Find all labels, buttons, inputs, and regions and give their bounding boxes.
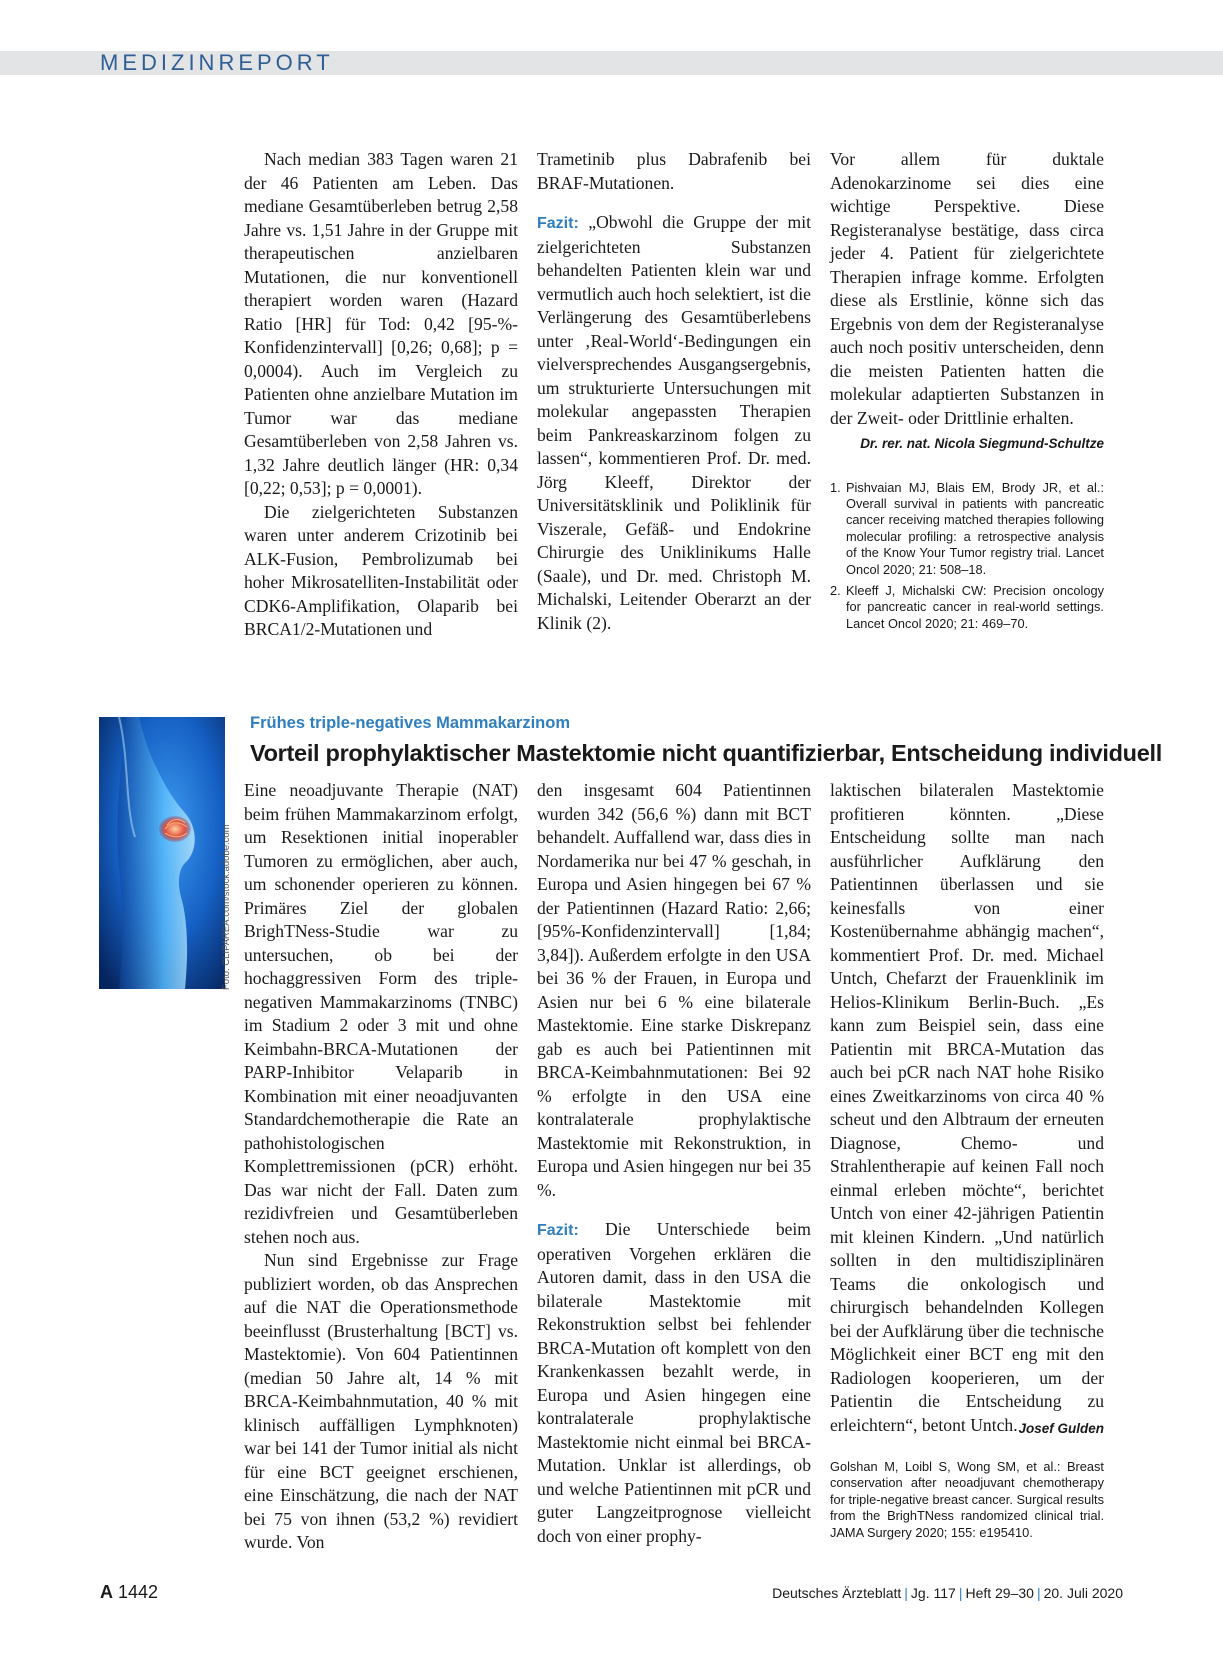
article-headline: Vorteil prophylaktischer Mastektomie nicht quantifizierbar, Entscheidung individuell: [250, 740, 1162, 766]
paragraph-text: laktischen bilateralen Mastektomie profitieren könnten. „Diese Entscheidung sollte man nach ausführlicher Aufklärung den Patientinnen überlassen und sie keinesfalls von einer Kostenübernahme abhängig machen“, kommentiert Prof. Dr. med. Michael Untch, Chefarzt der Frauenklinik im Helios-Klinikum Berlin-Buch. „Es kann zum Beispiel sein, dass eine Patientin mit BRCA-Mutation das auch bei pCR nach NAT hohe Risiko eines Zweitkarzinoms von circa 40 % scheut und den Albtraum der erneuten Diagnose, Chemo- und Strahlentherapie auf keinen Fall noch einmal erleben möchte“, berichtet Untch von einer 42-jährigen Patientin mit kleinen Kindern. „Und natürlich sollten in den multidisziplinären Teams die onkologisch und chirurgisch behandelnden Kollegen bei der Aufklärung über die technische Möglichkeit einer BCT eng mit den Radiologen kooperieren, um der Patientin die Entscheidung zu erleichtern“, betont Untch.: [830, 780, 1104, 1435]
paragraph: Trametinib plus Dabrafenib bei BRAF-Mutationen.: [537, 149, 811, 193]
author-byline: Dr. rer. nat. Nicola Siegmund-Schultze: [860, 436, 1104, 451]
reference-text: Kleeff J, Michalski CW: Precision oncology for pancreatic cancer in real-world settings. Lancet Oncol 2020; 21: 469–70.: [846, 582, 1104, 631]
reference-item: [830, 480, 1104, 578]
article-photo: [99, 717, 225, 989]
paragraph: Die zielgerichteten Substanzen waren unter anderem Crizotinib bei ALK-Fusion, Pembrolizumab bei hoher Mikrosatelliten-Instabilität oder CDK6-Amplifikation, Olaparib bei BRCA1/2-Mutationen und: [244, 501, 518, 639]
article2-column-1: [244, 779, 518, 1555]
fazit-text: „Obwohl die Gruppe der mit zielgerichteten Substanzen behandelten Patienten klein war und vermutlich auch hoch selektiert, ist die Verlängerung des Gesamtüberlebens unter ‚Real-World‘-Bedingungen ein vielversprechendes Ausgangsergebnis, um strukturierte Untersuchungen mit molekular angepassten Therapien beim Pankreaskarzinom folgen zu lassen“, kommentieren Prof. Dr. med. Jörg Kleeff, Direktor der Universitätsklinik und Poliklinik für Viszerale, Gefäß- und Endokrine Chirurgie des Uniklinikums Halle (Saale), und Dr. med. Christoph M. Michalski, Leitender Oberarzt an der Klinik (2).: [537, 212, 811, 633]
separator: |: [904, 1585, 908, 1601]
reference-text: Pishvaian MJ, Blais EM, Brody JR, et al.: Overall survival in patients with pancreatic cancer receiving matched therapies following molecular profiling: a retrospective analysis of the Know Your Tumor registry trial. Lancet Oncol 2020; 21: 508–18.: [846, 479, 1104, 577]
page-number-value: 1442: [118, 1582, 159, 1602]
journal-date: 20. Juli 2020: [1043, 1585, 1123, 1601]
reference-number: 1.: [830, 479, 841, 495]
journal-name: Deutsches Ärzteblatt: [772, 1585, 902, 1601]
source-reference: Golshan M, Loibl S, Wong SM, et al.: Breast conservation after neoadjuvant chemotherapy for triple-negative breast cancer. Surgical results from the BrighTNess randomized clinical trial. JAMA Surgery 2020; 155: e195410.: [830, 1459, 1104, 1540]
paragraph: Nach median 383 Tagen waren 21 der 46 Patienten am Leben. Das mediane Gesamtüberleben betrug 2,58 Jahre vs. 1,51 Jahre in der Gruppe mit therapeutischen anzielbaren Mutationen, die nur konventionell therapiert worden waren (Hazard Ratio [HR] für Tod: 0,42 [95-%-Konfidenzintervall] [0,26; 0,68]; p = 0,0004). Auch im Vergleich zu Patienten ohne anzielbare Mutation im Tumor war das mediane Gesamtüberleben von 2,58 Jahren vs. 1,32 Jahre deutlich länger (HR: 0,34 [0,22; 0,53]; p = 0,0001).: [244, 149, 518, 498]
article1-column-1: [244, 148, 518, 642]
author-byline: Josef Gulden: [1018, 1420, 1104, 1436]
fazit-label: Fazit:: [537, 1222, 579, 1239]
journal-issue: Heft 29–30: [965, 1585, 1034, 1601]
paragraph: den insgesamt 604 Patientinnen wurden 342 (56,6 %) dann mit BCT behandelt. Auffallend war, dass dies in Nordamerika nur bei 47 % geschah, in Europa und Asien hingegen bei 67 % der Patientinnen (Hazard Ratio: 2,66; [95%-Konfidenzintervall] [1,84; 3,84]). Außerdem erfolgte in den USA bei 36 % der Frauen, in Europa und Asien nur bei 6 % eine bilaterale Mastektomie. Eine starke Diskrepanz gab es auch bei Patientinnen mit BRCA-Keimbahnmutationen: Bei 92 % erfolgte in den USA eine kontralaterale prophylaktische Mastektomie mit Rekonstruktion, in Europa und Asien hingegen nur bei 35 %.: [537, 780, 811, 1200]
photo-credit: Foto: CLIPAREA.com/stock.adobe.com: [221, 824, 232, 990]
paragraph: Eine neoadjuvante Therapie (NAT) beim frühen Mammakarzinom erfolgt, um Resektionen initial inoperabler Tumoren zu ermöglichen, aber auch, um schonender operieren zu können. Primäres Ziel der globalen BrighTNess-Studie war zu untersuchen, ob bei der hochaggressiven Form des triple-negativen Mammakarzinoms (TNBC) im Stadium 2 oder 3 mit und ohne Keimbahn-BRCA-Mutationen der PARP-Inhibitor Velaparib in Kombination mit einer neoadjuvanten Standardchemotherapie die Rate an pathohistologischen Komplettremissionen (pCR) erhöht. Das war nicht der Fall. Daten zum rezidivfreien und Gesamtüberleben stehen noch aus.: [244, 780, 518, 1247]
article1-column-2: [537, 148, 811, 635]
article-kicker: Frühes triple-negatives Mammakarzinom: [250, 714, 571, 732]
paragraph: Nun sind Ergebnisse zur Frage publiziert worden, ob das Ansprechen auf die NAT die Operationsmethode beeinflusst (Brusterhaltung [BCT] vs. Mastektomie). Von 604 Patientinnen (median 50 Jahre alt, 14 % mit BRCA-Keimbahnmutation, 40 % mit klinisch auffälligen Lymphknoten) war bei 141 der Tumor initial als nicht für eine BCT geeignet erschienen, eine Einschätzung, die nach der NAT bei 75 von ihnen (53,2 %) revidiert wurde. Von: [244, 1250, 518, 1552]
references: [830, 480, 1104, 633]
fazit-label: Fazit:: [537, 215, 579, 232]
breast-anatomy-illustration: [99, 717, 225, 989]
article1-column-3: [830, 148, 1104, 637]
journal-info: [772, 1585, 1123, 1601]
paragraph: Vor allem für duktale Adenokarzinome sei dies eine wichtige Perspektive. Diese Registeranalyse bestätige, dass circa jeder 4. Patient für zielgerichtete Therapien infrage komme. Erfolgten diese als Erstlinie, könne sich das Ergebnis von dem der Registeranalyse auch noch positiv unterscheiden, denn die meisten Patienten hatten die molekular adaptierten Substanzen in der Zweit- oder Drittlinie erhalten.: [830, 149, 1104, 428]
separator: |: [1036, 1585, 1041, 1601]
page-number: [100, 1582, 158, 1603]
page-prefix: A: [100, 1582, 113, 1602]
journal-volume: Jg. 117: [910, 1585, 956, 1601]
fazit-paragraph: [537, 211, 811, 635]
reference-item: [830, 583, 1104, 632]
reference-number: 2.: [830, 582, 841, 598]
paragraph: [830, 779, 1104, 1437]
article2-column-2: [537, 779, 811, 1548]
fazit-paragraph: [537, 1218, 811, 1548]
fazit-text: Die Unterschiede beim operativen Vorgehen erklären die Autoren damit, dass in den USA die bilaterale Mastektomie mit Rekonstruktion selbst bei fehlender BRCA-Mutation oft komplett von den Krankenkassen bezahlt werde, in Europa und Asien hingegen eine kontralaterale prophylaktische Mastektomie nicht einmal bei BRCA-Mutation. Unklar ist allerdings, ob und welche Patientinnen mit pCR und guter Langzeitprognose vielleicht doch von einer prophy-: [537, 1219, 811, 1546]
section-label: MEDIZINREPORT: [100, 50, 334, 75]
article2-column-3: [830, 779, 1104, 1541]
separator: |: [958, 1585, 963, 1601]
